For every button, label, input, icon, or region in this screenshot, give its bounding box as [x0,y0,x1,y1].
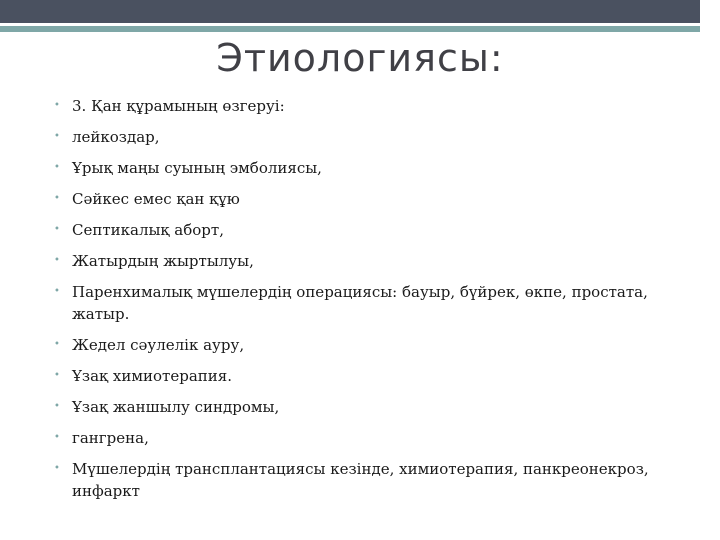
list-item [54,458,654,502]
list-item [54,281,654,325]
bullet-icon: • [54,224,60,235]
bullet-icon: • [54,463,60,474]
list-item-text: Паренхималық мүшелердің операциясы: бауыр, бүйрек, өкпе, простата, жатыр. [72,283,648,323]
list-item [54,126,654,148]
list-item [54,188,654,210]
bullet-icon: • [54,193,60,204]
list-item [54,219,654,241]
list-item [54,365,654,387]
bullet-icon: • [54,100,60,111]
list-item [54,157,654,179]
list-item [54,396,654,418]
list-item-text: гангрена, [72,429,149,447]
list-item [54,334,654,356]
list-item-text: Ұрық маңы суының эмболиясы, [72,159,322,177]
bullet-icon: • [54,162,60,173]
list-item-text: Септикалық аборт, [72,221,224,239]
slide-title: Этиологиясы: [216,36,504,80]
list-item-text: Жатырдың жыртылуы, [72,252,254,270]
list-item-text: Мүшелердің трансплантациясы кезінде, химиотерапия, панкреонекроз, инфаркт [72,460,649,500]
bullet-list [54,95,654,511]
bullet-icon: • [54,131,60,142]
list-item [54,250,654,272]
bullet-icon: • [54,370,60,381]
list-item-text: Ұзақ химиотерапия. [72,367,232,385]
list-item-text: Ұзақ жаншылу синдромы, [72,398,280,416]
bullet-icon: • [54,432,60,443]
list-item [54,427,654,449]
top-bar [0,0,700,23]
bullet-icon: • [54,401,60,412]
list-item-text: Сәйкес емес қан құю [72,190,240,208]
list-item-text: Жедел сәулелік ауру, [72,336,245,354]
bullet-icon: • [54,255,60,266]
bullet-icon: • [54,286,60,297]
list-item-text: 3. Қан құрамының өзгеруі: [72,97,285,115]
bullet-icon: • [54,339,60,350]
list-item-text: лейкоздар, [72,128,160,146]
list-item [54,95,654,117]
